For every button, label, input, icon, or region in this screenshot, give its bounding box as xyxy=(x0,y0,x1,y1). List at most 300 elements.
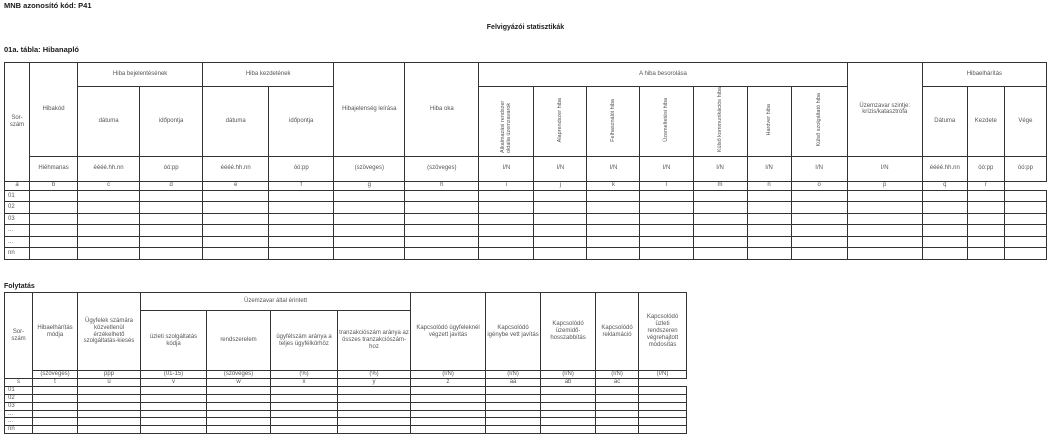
data-cell[interactable] xyxy=(640,248,693,260)
column-letter: i xyxy=(479,181,534,190)
row-number: ... xyxy=(5,418,33,426)
column-letter: v xyxy=(141,379,207,387)
format-cell: óó:pp xyxy=(140,156,203,181)
data-cell[interactable] xyxy=(269,225,334,237)
row-number: 03 xyxy=(5,402,33,410)
data-cell[interactable] xyxy=(338,410,411,418)
format-cell: (szöveges) xyxy=(405,156,479,181)
column-letter: d xyxy=(140,181,203,190)
data-cell[interactable] xyxy=(334,225,405,237)
format-cell: I/N xyxy=(847,156,922,181)
data-cell[interactable] xyxy=(747,202,791,214)
format-cell: (szöveges) xyxy=(334,156,405,181)
data-cell[interactable] xyxy=(78,418,141,426)
data-cell[interactable] xyxy=(271,394,338,402)
group2-uzemzavar: Üzemzavar által érintett xyxy=(141,293,411,311)
data-cell[interactable] xyxy=(30,213,78,225)
data-cell[interactable] xyxy=(967,213,1004,225)
data-cell[interactable] xyxy=(640,236,693,248)
data-cell[interactable] xyxy=(967,236,1004,248)
data-cell[interactable] xyxy=(1004,190,1046,202)
row-number: 01 xyxy=(5,190,30,202)
data-cell[interactable] xyxy=(596,394,639,402)
format-cell: I/N xyxy=(534,156,587,181)
data-cell[interactable] xyxy=(271,402,338,410)
data-cell[interactable] xyxy=(791,236,847,248)
data-cell[interactable] xyxy=(587,202,640,214)
data-cell[interactable] xyxy=(334,202,405,214)
column-letter: z xyxy=(411,379,486,387)
data-cell[interactable] xyxy=(541,418,596,426)
data-cell[interactable] xyxy=(33,386,78,394)
column-letter: ab xyxy=(541,379,596,387)
data-cell[interactable] xyxy=(596,386,639,394)
data-cell[interactable] xyxy=(967,190,1004,202)
data-cell[interactable] xyxy=(207,418,271,426)
data-cell[interactable] xyxy=(1004,225,1046,237)
data-cell[interactable] xyxy=(1004,236,1046,248)
format-cell: I/N xyxy=(479,156,534,181)
col2-rendszerelem: rendszerelem xyxy=(207,311,271,371)
data-cell[interactable] xyxy=(486,394,541,402)
data-cell[interactable] xyxy=(33,426,78,434)
data-cell[interactable] xyxy=(479,225,534,237)
data-cell[interactable] xyxy=(338,386,411,394)
continuation-table xyxy=(4,292,687,434)
table-row xyxy=(5,213,1047,225)
table-row xyxy=(5,394,687,402)
data-cell[interactable] xyxy=(411,386,486,394)
data-cell[interactable] xyxy=(596,410,639,418)
data-cell[interactable] xyxy=(203,202,269,214)
format-cell: (I/N) xyxy=(596,371,639,379)
data-cell[interactable] xyxy=(78,402,141,410)
data-cell[interactable] xyxy=(411,418,486,426)
data-cell[interactable] xyxy=(486,426,541,434)
data-cell[interactable] xyxy=(479,190,534,202)
data-cell[interactable] xyxy=(922,202,967,214)
col-kezdet-idopontja: időpontja xyxy=(269,87,334,157)
data-cell[interactable] xyxy=(639,394,687,402)
data-cell[interactable] xyxy=(639,418,687,426)
data-cell[interactable] xyxy=(405,190,479,202)
column-letter: k xyxy=(587,181,640,190)
data-cell[interactable] xyxy=(30,236,78,248)
format-cell: (I/N) xyxy=(486,371,541,379)
column-letter: s xyxy=(5,379,33,387)
data-cell[interactable] xyxy=(334,248,405,260)
data-cell[interactable] xyxy=(967,202,1004,214)
col-uzemeltetesi: Üzemeltetési hiba xyxy=(640,87,693,157)
data-cell[interactable] xyxy=(967,248,1004,260)
letter-row xyxy=(5,181,1047,190)
data-cell[interactable] xyxy=(479,202,534,214)
col-kulso-szolgaltato: Külső szolgáltató hiba xyxy=(791,87,847,157)
data-cell[interactable] xyxy=(640,225,693,237)
data-cell[interactable] xyxy=(587,225,640,237)
column-letter: l xyxy=(640,181,693,190)
column-letter: e xyxy=(203,181,269,190)
data-cell[interactable] xyxy=(411,410,486,418)
format-cell: óó:pp xyxy=(1004,156,1046,181)
data-cell[interactable] xyxy=(534,213,587,225)
table-row xyxy=(5,402,687,410)
data-cell[interactable] xyxy=(639,402,687,410)
data-cell[interactable] xyxy=(405,202,479,214)
column-letter: x xyxy=(271,379,338,387)
col-alkalmazasi: Alkalmazási rendszer oldalia üzemzavarok xyxy=(479,87,534,157)
data-cell[interactable] xyxy=(922,190,967,202)
data-cell[interactable] xyxy=(693,248,747,260)
data-cell[interactable] xyxy=(596,418,639,426)
data-cell[interactable] xyxy=(203,190,269,202)
column-letter: j xyxy=(534,181,587,190)
data-cell[interactable] xyxy=(922,236,967,248)
data-cell[interactable] xyxy=(78,202,140,214)
col2-sorszam: Sor-szám xyxy=(5,293,33,379)
group-bejelentes: Hiba bejelentésének xyxy=(78,63,203,87)
row-number: ... xyxy=(5,236,30,248)
row-number: 02 xyxy=(5,394,33,402)
row-number: nn xyxy=(5,248,30,260)
data-cell[interactable] xyxy=(596,402,639,410)
data-cell[interactable] xyxy=(486,386,541,394)
format-cell: éééé.hh.nn xyxy=(203,156,269,181)
data-cell[interactable] xyxy=(847,190,922,202)
col2-ugyfelszam: ügyfélszám aránya a teljes ügyfélkörhöz xyxy=(271,311,338,371)
data-cell[interactable] xyxy=(486,418,541,426)
data-cell[interactable] xyxy=(140,202,203,214)
data-cell[interactable] xyxy=(203,213,269,225)
data-cell[interactable] xyxy=(639,426,687,434)
data-cell[interactable] xyxy=(486,410,541,418)
data-cell[interactable] xyxy=(1004,213,1046,225)
data-cell[interactable] xyxy=(207,426,271,434)
format-cell: I/N xyxy=(693,156,747,181)
data-cell[interactable] xyxy=(587,248,640,260)
format-cell: éééé.hh.nn xyxy=(922,156,967,181)
col-bejelentes-idopontja: időpontja xyxy=(140,87,203,157)
data-cell[interactable] xyxy=(140,190,203,202)
data-cell[interactable] xyxy=(78,410,141,418)
data-cell[interactable] xyxy=(78,190,140,202)
data-cell[interactable] xyxy=(541,426,596,434)
data-cell[interactable] xyxy=(338,426,411,434)
data-cell[interactable] xyxy=(534,248,587,260)
data-cell[interactable] xyxy=(541,402,596,410)
column-letter: o xyxy=(791,181,847,190)
data-cell[interactable] xyxy=(78,426,141,434)
data-cell[interactable] xyxy=(922,213,967,225)
data-cell[interactable] xyxy=(141,394,207,402)
column-letter: h xyxy=(405,181,479,190)
col-uzemzavar: Üzemzavar szintje: krízis/katasztrófa xyxy=(847,63,922,157)
col-elh-kezdete: Kezdete xyxy=(967,87,1004,157)
column-letter: c xyxy=(78,181,140,190)
data-cell[interactable] xyxy=(141,418,207,426)
data-cell[interactable] xyxy=(847,213,922,225)
data-cell[interactable] xyxy=(33,418,78,426)
data-cell[interactable] xyxy=(922,225,967,237)
column-letter: a xyxy=(5,181,30,190)
col-bejelentes-datuma: dátuma xyxy=(78,87,140,157)
column-letter: b xyxy=(30,181,78,190)
error-log-body xyxy=(5,190,1047,259)
data-cell[interactable] xyxy=(269,213,334,225)
format-cell: I/N xyxy=(791,156,847,181)
data-cell[interactable] xyxy=(207,386,271,394)
data-cell[interactable] xyxy=(747,236,791,248)
data-cell[interactable] xyxy=(141,402,207,410)
data-cell[interactable] xyxy=(203,225,269,237)
data-cell[interactable] xyxy=(747,213,791,225)
format-cell: (01-15) xyxy=(141,371,207,379)
table-row xyxy=(5,410,687,418)
format-cell: I/N xyxy=(587,156,640,181)
col2-igenybevett: Kapcsolódó igénybe vett javítás xyxy=(486,293,541,371)
format-cell: óó:pp xyxy=(269,156,334,181)
data-cell[interactable] xyxy=(405,225,479,237)
format-cell: ppp xyxy=(78,371,141,379)
data-cell[interactable] xyxy=(791,202,847,214)
data-cell[interactable] xyxy=(847,225,922,237)
data-cell[interactable] xyxy=(640,202,693,214)
data-cell[interactable] xyxy=(140,236,203,248)
data-cell[interactable] xyxy=(747,190,791,202)
data-cell[interactable] xyxy=(271,426,338,434)
data-cell[interactable] xyxy=(33,410,78,418)
column-letter: y xyxy=(338,379,411,387)
row-number: ... xyxy=(5,410,33,418)
data-cell[interactable] xyxy=(203,236,269,248)
data-cell[interactable] xyxy=(639,410,687,418)
col-elh-vege: Vége xyxy=(1004,87,1046,157)
data-cell[interactable] xyxy=(141,386,207,394)
data-cell[interactable] xyxy=(30,225,78,237)
col-jelenseg: Hibajelenség leírása xyxy=(334,63,405,157)
format-cell: óó:pp xyxy=(967,156,1004,181)
data-cell[interactable] xyxy=(141,410,207,418)
data-cell[interactable] xyxy=(847,202,922,214)
format-cell: éééé.hh.nn xyxy=(78,156,140,181)
table-title: 01a. tábla: Hibanapló xyxy=(4,45,80,54)
data-cell[interactable] xyxy=(334,236,405,248)
data-cell[interactable] xyxy=(78,213,140,225)
column-letter: r xyxy=(967,181,1004,190)
data-cell[interactable] xyxy=(1004,248,1046,260)
data-cell[interactable] xyxy=(141,426,207,434)
row-number: 02 xyxy=(5,202,30,214)
data-cell[interactable] xyxy=(534,225,587,237)
data-cell[interactable] xyxy=(596,426,639,434)
data-cell[interactable] xyxy=(747,225,791,237)
data-cell[interactable] xyxy=(541,386,596,394)
data-cell[interactable] xyxy=(693,202,747,214)
data-cell[interactable] xyxy=(1004,202,1046,214)
data-cell[interactable] xyxy=(78,236,140,248)
format-row xyxy=(5,156,1047,181)
data-cell[interactable] xyxy=(693,236,747,248)
data-cell[interactable] xyxy=(791,190,847,202)
col2-uzemido: Kapcsolódó üzemidő-hosszabbítás xyxy=(541,293,596,371)
col-alaprendszer: Alaprendszer hiba xyxy=(534,87,587,157)
column-letter: f xyxy=(269,181,334,190)
data-cell[interactable] xyxy=(207,402,271,410)
col2-tranzakcio: tranzakciószám aránya az összes tranzakciószám-hoz xyxy=(338,311,411,371)
data-cell[interactable] xyxy=(411,394,486,402)
format-cell: (I/N) xyxy=(411,371,486,379)
letter-row-2 xyxy=(5,379,687,387)
data-cell[interactable] xyxy=(747,248,791,260)
data-cell[interactable] xyxy=(207,410,271,418)
table-row xyxy=(5,190,1047,202)
column-letter: q xyxy=(922,181,967,190)
data-cell[interactable] xyxy=(587,236,640,248)
group-elharitas: Hibaelhárítás xyxy=(922,63,1046,87)
group-besorolas: A hiba besorolása xyxy=(479,63,847,87)
table-row xyxy=(5,248,1047,260)
col2-ugyfelek: Ügyfelek számára közvetlenül érzékelhető szolgáltatás-kiesés xyxy=(78,293,141,371)
column-letter: g xyxy=(334,181,405,190)
data-cell[interactable] xyxy=(479,236,534,248)
data-cell[interactable] xyxy=(405,248,479,260)
column-letter: p xyxy=(847,181,922,190)
column-letter: w xyxy=(207,379,271,387)
format-cell: I/N xyxy=(747,156,791,181)
data-cell[interactable] xyxy=(967,225,1004,237)
data-cell[interactable] xyxy=(479,213,534,225)
row-number: 03 xyxy=(5,213,30,225)
column-letter: u xyxy=(78,379,141,387)
data-cell[interactable] xyxy=(338,418,411,426)
data-cell[interactable] xyxy=(140,213,203,225)
form-code: MNB azonosító kód: P41 xyxy=(4,1,92,10)
column-letter: m xyxy=(693,181,747,190)
data-cell[interactable] xyxy=(640,190,693,202)
data-cell[interactable] xyxy=(338,402,411,410)
data-cell[interactable] xyxy=(541,410,596,418)
col-hardver: Hardver hiba xyxy=(747,87,791,157)
table-row xyxy=(5,202,1047,214)
group-kezdet: Hiba kezdetének xyxy=(203,63,334,87)
data-cell[interactable] xyxy=(203,248,269,260)
data-cell[interactable] xyxy=(922,248,967,260)
row-number: ... xyxy=(5,225,30,237)
data-cell[interactable] xyxy=(587,190,640,202)
data-cell[interactable] xyxy=(534,190,587,202)
data-cell[interactable] xyxy=(411,402,486,410)
page-title: Felvigyázói statisztikák xyxy=(486,24,565,31)
format-cell: I/N xyxy=(640,156,693,181)
data-cell[interactable] xyxy=(405,236,479,248)
table-row xyxy=(5,418,687,426)
data-cell[interactable] xyxy=(486,402,541,410)
col-elh-datuma: Dátuma xyxy=(922,87,967,157)
data-cell[interactable] xyxy=(140,225,203,237)
data-cell[interactable] xyxy=(78,248,140,260)
data-cell[interactable] xyxy=(791,225,847,237)
data-cell[interactable] xyxy=(639,386,687,394)
data-cell[interactable] xyxy=(541,394,596,402)
data-cell[interactable] xyxy=(30,190,78,202)
table-row xyxy=(5,225,1047,237)
col-kulso-kommunikacios: Külső kommunikációs hiba xyxy=(693,87,747,157)
data-cell[interactable] xyxy=(847,236,922,248)
format-cell: (I/N) xyxy=(541,371,596,379)
data-cell[interactable] xyxy=(693,213,747,225)
format-row-2 xyxy=(5,371,687,379)
data-cell[interactable] xyxy=(207,394,271,402)
data-cell[interactable] xyxy=(338,394,411,402)
data-cell[interactable] xyxy=(693,190,747,202)
data-cell[interactable] xyxy=(33,394,78,402)
col-hibakod: Hibakód xyxy=(30,63,78,157)
data-cell[interactable] xyxy=(791,248,847,260)
continuation-body xyxy=(5,386,687,433)
table-row xyxy=(5,236,1047,248)
data-cell[interactable] xyxy=(479,248,534,260)
data-cell[interactable] xyxy=(30,248,78,260)
data-cell[interactable] xyxy=(334,213,405,225)
data-cell[interactable] xyxy=(534,202,587,214)
data-cell[interactable] xyxy=(847,248,922,260)
column-letter: n xyxy=(747,181,791,190)
data-cell[interactable] xyxy=(269,202,334,214)
data-cell[interactable] xyxy=(271,418,338,426)
col-felhasznaloi: Felhasználói hiba xyxy=(587,87,640,157)
data-cell[interactable] xyxy=(334,190,405,202)
format-cell: (%) xyxy=(271,371,338,379)
data-cell[interactable] xyxy=(693,225,747,237)
data-cell[interactable] xyxy=(269,248,334,260)
data-cell[interactable] xyxy=(587,213,640,225)
row-number: 01 xyxy=(5,386,33,394)
data-cell[interactable] xyxy=(30,202,78,214)
error-log-table xyxy=(4,62,1047,260)
row-number: nn xyxy=(5,426,33,434)
format-cell: (szöveges) xyxy=(33,371,78,379)
table-row xyxy=(5,386,687,394)
column-letter: t xyxy=(33,379,78,387)
col2-mod: Hibaelhárítás módja xyxy=(33,293,78,371)
data-cell[interactable] xyxy=(271,386,338,394)
data-cell[interactable] xyxy=(140,248,203,260)
column-letter: aa xyxy=(486,379,541,387)
data-cell[interactable] xyxy=(411,426,486,434)
data-cell[interactable] xyxy=(33,402,78,410)
table-row xyxy=(5,426,687,434)
data-cell[interactable] xyxy=(78,225,140,237)
data-cell[interactable] xyxy=(534,236,587,248)
col2-ugyfelnel: Kapcsolódó ügyfeleknél végzett javítás xyxy=(411,293,486,371)
col2-reklamacio: Kapcsolódó reklamáció xyxy=(596,293,639,371)
column-letter: ac xyxy=(596,379,639,387)
data-cell[interactable] xyxy=(78,386,141,394)
col2-modositas: Kapcsolódó üzleti rendszeren végrehajtott módosítás xyxy=(639,293,687,371)
data-cell[interactable] xyxy=(269,236,334,248)
data-cell[interactable] xyxy=(640,213,693,225)
col2-uzleti: üzleti szolgáltatás kódja xyxy=(141,311,207,371)
format-cell: (szöveges) xyxy=(207,371,271,379)
data-cell[interactable] xyxy=(791,213,847,225)
continuation-title: Folytatás xyxy=(4,283,35,290)
data-cell[interactable] xyxy=(271,410,338,418)
data-cell[interactable] xyxy=(405,213,479,225)
col-sorszam: Sor-szám xyxy=(5,63,30,182)
data-cell[interactable] xyxy=(78,394,141,402)
format-cell: Hiéhmanas xyxy=(30,156,78,181)
data-cell[interactable] xyxy=(269,190,334,202)
